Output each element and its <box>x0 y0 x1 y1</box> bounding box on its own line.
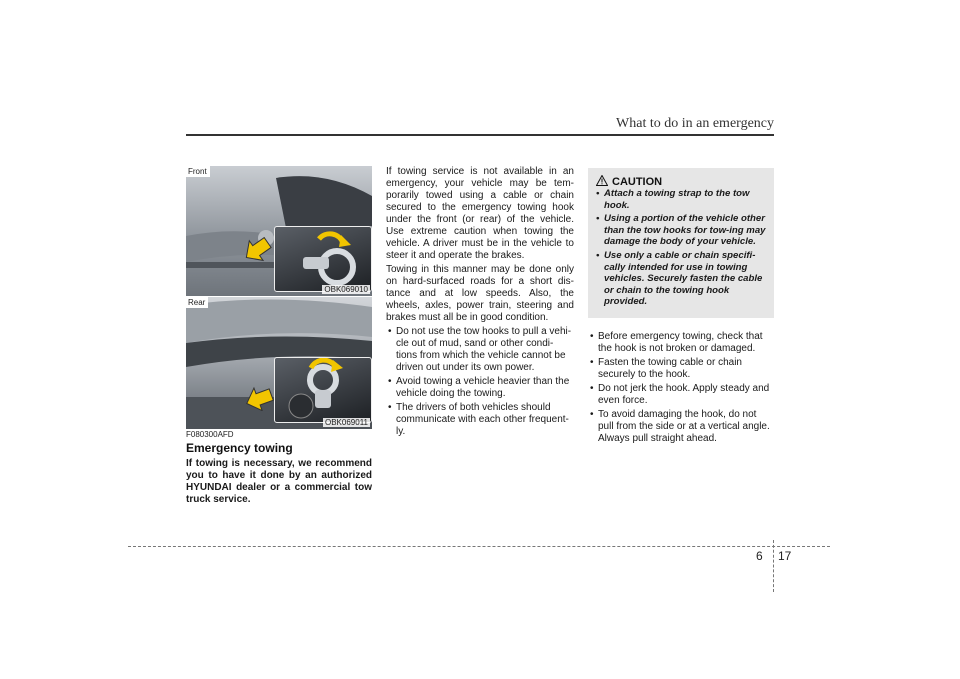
column-2 <box>386 166 574 440</box>
warning-icon <box>596 175 608 186</box>
list-item: • The drivers of both vehicles should communicate with each other frequent-ly. <box>386 402 574 438</box>
list-item: • Before emergency towing, check that the hook is not broken or damaged. <box>588 331 774 355</box>
caution-heading <box>596 174 662 188</box>
bullet-list <box>588 331 774 445</box>
figure-rear-label: Rear <box>186 297 208 308</box>
paragraph: If towing service is not available in an emergency, your vehicle may be tem-porarily towed using a cable or chain secured to the emergency towing hook under the front (or rear) of the vehicle. Use extreme caution when towing the vehicle. A driver must be in the vehicle to steer it and operate the brakes. <box>386 166 574 261</box>
bullet-list <box>386 326 574 438</box>
header-rule <box>186 134 774 136</box>
list-item: • Using a portion of the vehicle other than the tow hooks for tow-ing may damage the body of your vehicle. <box>594 213 768 248</box>
list-item: • Fasten the towing cable or chain securely to the hook. <box>588 357 774 381</box>
section-intro: If towing is necessary, we recommend you to have it done by an authorized HYUNDAI dealer or a commercial tow truck service. <box>186 458 372 505</box>
caution-list <box>594 188 768 310</box>
figure-front-label: Front <box>186 166 210 177</box>
list-item: • Do not jerk the hook. Apply steady and even force. <box>588 383 774 407</box>
figure-rear-tow-hook <box>186 297 372 429</box>
figure-front-code: OBK069010 <box>324 285 368 294</box>
tow-hook-inset <box>274 226 372 292</box>
column-3 <box>588 331 774 447</box>
list-item: • Attach a towing strap to the tow hook. <box>594 188 768 211</box>
tow-hook-inset <box>274 357 372 423</box>
list-item: • Avoid towing a vehicle heavier than the vehicle doing the towing. <box>386 376 574 400</box>
arrow-icon <box>242 236 272 262</box>
footer-divider <box>773 540 774 592</box>
footer-rule <box>128 546 830 547</box>
paragraph: Towing in this manner may be done only on hard-surfaced roads for a short dis-tance and at low speeds. Also, the wheels, axles, power train, steering and brakes must all be in good condition. <box>386 264 574 323</box>
section-code: F080300AFD <box>186 430 234 439</box>
list-item: • To avoid damaging the hook, do not pull from the side or at a vertical angle. Always pull straight ahead. <box>588 409 774 445</box>
tow-hook-icon <box>275 227 371 291</box>
section-title: Emergency towing <box>186 441 293 455</box>
figure-front-tow-hook <box>186 166 372 296</box>
caution-box <box>588 168 774 318</box>
header-title: What to do in an emergency <box>616 116 774 131</box>
tow-hook-icon <box>275 358 371 422</box>
list-item: • Use only a cable or chain specifi-cally intended for use in towing vehicles. Securely fasten the cable or chain to the towing hook provided. <box>594 250 768 308</box>
arrow-icon <box>244 385 274 411</box>
caution-heading-text: CAUTION <box>612 176 663 188</box>
chapter-number: 6 <box>756 549 763 563</box>
figure-rear-code: OBK069011 <box>325 418 368 427</box>
list-item: • Do not use the tow hooks to pull a vehi-cle out of mud, sand or other condi-tions from which the vehicle cannot be driven out under its own power. <box>386 326 574 374</box>
page-number: 17 <box>778 549 792 563</box>
